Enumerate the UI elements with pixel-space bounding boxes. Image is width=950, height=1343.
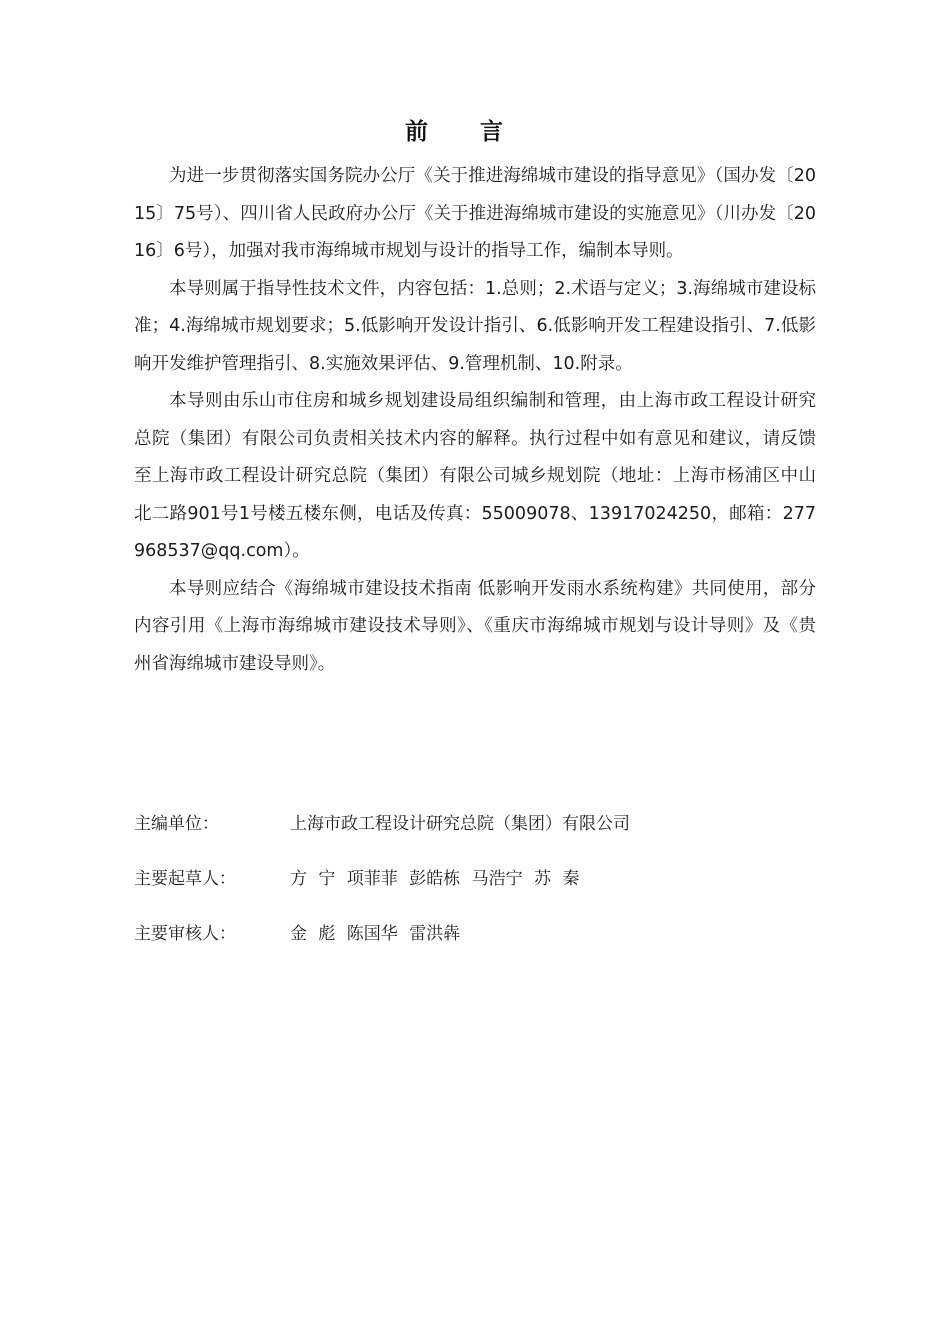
credit-row-reviewers <box>134 904 816 959</box>
credits-section <box>134 794 816 959</box>
credit-value: 方 宁 项菲菲 彭皓栋 马浩宁 苏 秦 <box>290 869 580 889</box>
credit-row-drafters <box>134 849 816 904</box>
credit-label: 主要起草人： <box>134 869 236 889</box>
paragraph-contact: 本导则由乐山市住房和城乡规划建设局组织编制和管理，由上海市政工程设计研究总院（集团）有限公司负责相关技术内容的解释。执行过程中如有意见和建议，请反馈至上海市政工程设计研究总院（集团）有限公司城乡规划院（地址：上海市杨浦区中山北二路901号1号楼五楼东侧，电话及传真：55009078、13917024250，邮箱：277968537@qq.com）。 <box>134 391 816 561</box>
page-title: 前 言 <box>404 119 525 145</box>
preface-body <box>134 158 816 683</box>
credit-value: 上海市政工程设计研究总院（集团）有限公司 <box>290 814 630 834</box>
paragraph-purpose: 为进一步贯彻落实国务院办公厅《关于推进海绵城市建设的指导意见》（国办发〔2015〕75号）、四川省人民政府办公厅《关于推进海绵城市建设的实施意见》（川办发〔2016〕6号），加强对我市海绵城市规划与设计的指导工作，编制本导则。 <box>134 166 816 261</box>
credit-value: 金 彪 陈国华 雷洪犇 <box>290 924 461 944</box>
paragraph-references: 本导则应结合《海绵城市建设技术指南 低影响开发雨水系统构建》共同使用，部分内容引用《上海市海绵城市建设技术导则》、《重庆市海绵城市规划与设计导则》及《贵州省海绵城市建设导则》。 <box>134 578 816 674</box>
credit-label: 主编单位： <box>134 814 219 834</box>
credit-label: 主要审核人： <box>134 924 236 944</box>
credit-row-editor-unit <box>134 794 816 849</box>
paragraph-contents: 本导则属于指导性技术文件，内容包括：1.总则；2.术语与定义；3.海绵城市建设标准；4.海绵城市规划要求；5.低影响开发设计指引、6.低影响开发工程建设指引、7.低影响开发维护管理指引、8.实施效果评估、9.管理机制、10.附录。 <box>134 278 816 374</box>
